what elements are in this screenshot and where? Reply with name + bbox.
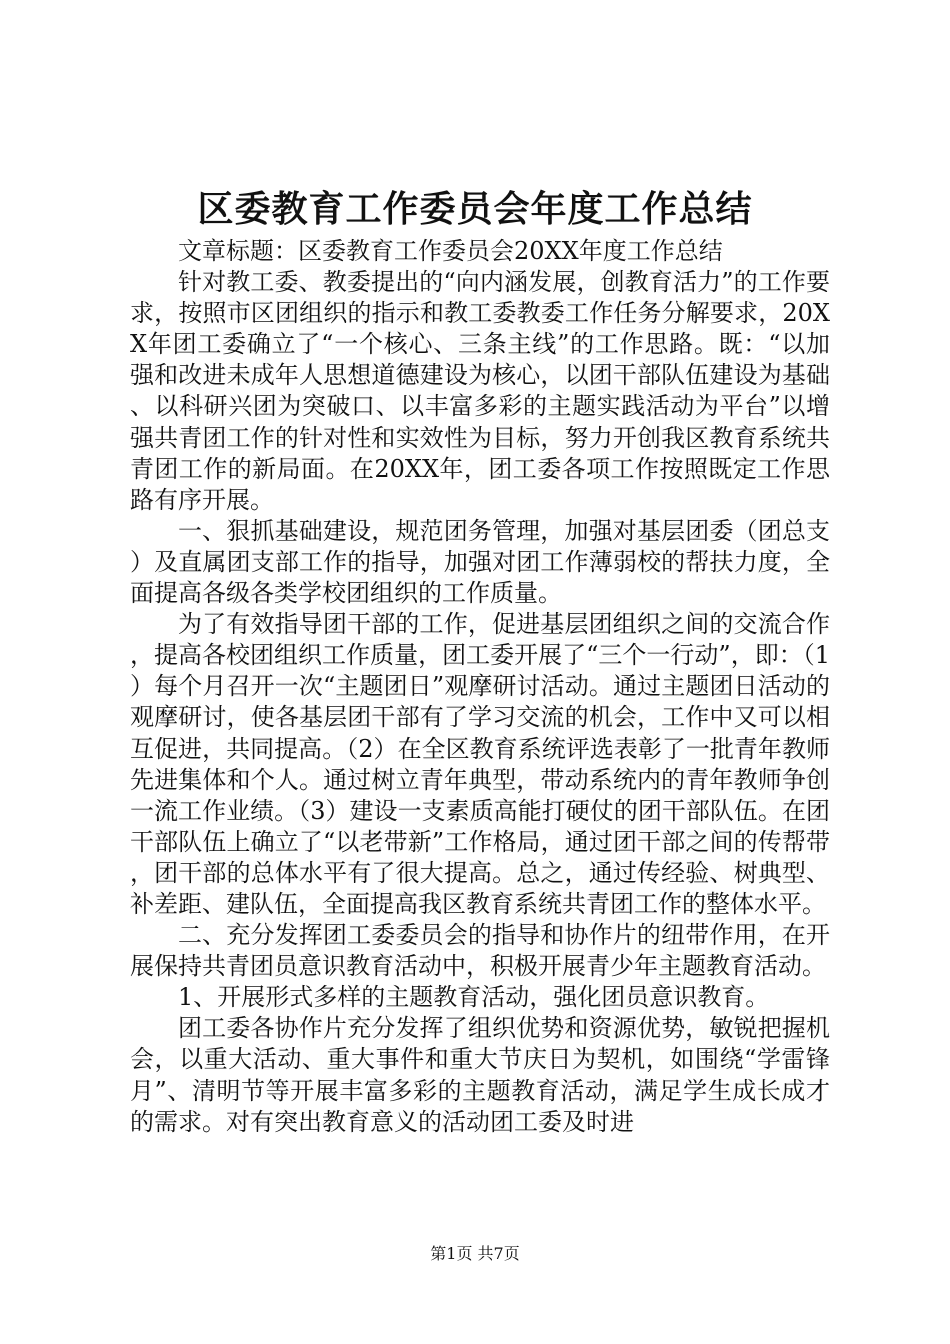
paragraph-section-2: 二、充分发挥团工委委员会的指导和协作片的纽带作用，在开展保持共青团员意识教育活动中，积极开展青少年主题教育活动。 bbox=[130, 921, 830, 981]
paragraph-three-actions: 为了有效指导团干部的工作，促进基层团组织之间的交流合作，提高各校团组织工作质量，团工委开展了“三个一行动”，即：（1）每个月召开一次“主题团日”观摩研讨活动。通过主题团日活动的观摩研讨，使各基层团干部有了学习交流的机会，工作中又可以相互促进，共同提高。（2）在全区教育系统评选表彰了一批青年教师先进集体和个人。通过树立青年典型，带动系统内的青年教师争创一流工作业绩。（3）建设一支素质高能打硬仗的团干部队伍。在团干部队伍上确立了“以老带新”工作格局，通过团干部之间的传帮带，团干部的总体水平有了很大提高。总之，通过传经验、树典型、补差距、建队伍，全面提高我区教育系统共青团工作的整体水平。 bbox=[130, 610, 830, 918]
article-title-line: 文章标题：区委教育工作委员会20XX年度工作总结 bbox=[178, 237, 723, 265]
paragraph-section-1: 一、狠抓基础建设，规范团务管理，加强对基层团委（团总支）及直属团支部工作的指导，加强对团工作薄弱校的帮扶力度，全面提高各级各类学校团组织的工作质量。 bbox=[130, 516, 830, 608]
page-footer: 第1页 共7页 bbox=[430, 1244, 520, 1263]
document-body bbox=[130, 236, 830, 1138]
paragraph-intro: 针对教工委、教委提出的“向内涵发展，创教育活力”的工作要求，按照市区团组织的指示和教工委教委工作任务分解要求，20XX年团工委确立了“一个核心、三条主线”的工作思路。既：“以加强和改进未成年人思想道德建设为核心，以团干部队伍建设为基础、以科研兴团为突破口、以丰富多彩的主题实践活动为平台”以增强共青团工作的针对性和实效性为目标，努力开创我区教育系统共青团工作的新局面。在20XX年，团工委各项工作按照既定工作思路有序开展。 bbox=[130, 268, 830, 514]
paragraph-subsection-1: 1、开展形式多样的主题教育活动，强化团员意识教育。 bbox=[178, 983, 770, 1012]
paragraph-activities: 团工委各协作片充分发挥了组织优势和资源优势，敏锐把握机会，以重大活动、重大事件和重大节庆日为契机，如围绕“学雷锋月”、清明节等开展丰富多彩的主题教育活动，满足学生成长成才的需求。对有突出教育意义的活动团工委及时进 bbox=[130, 1014, 830, 1136]
document-title: 区委教育工作委员会年度工作总结 bbox=[197, 189, 753, 230]
